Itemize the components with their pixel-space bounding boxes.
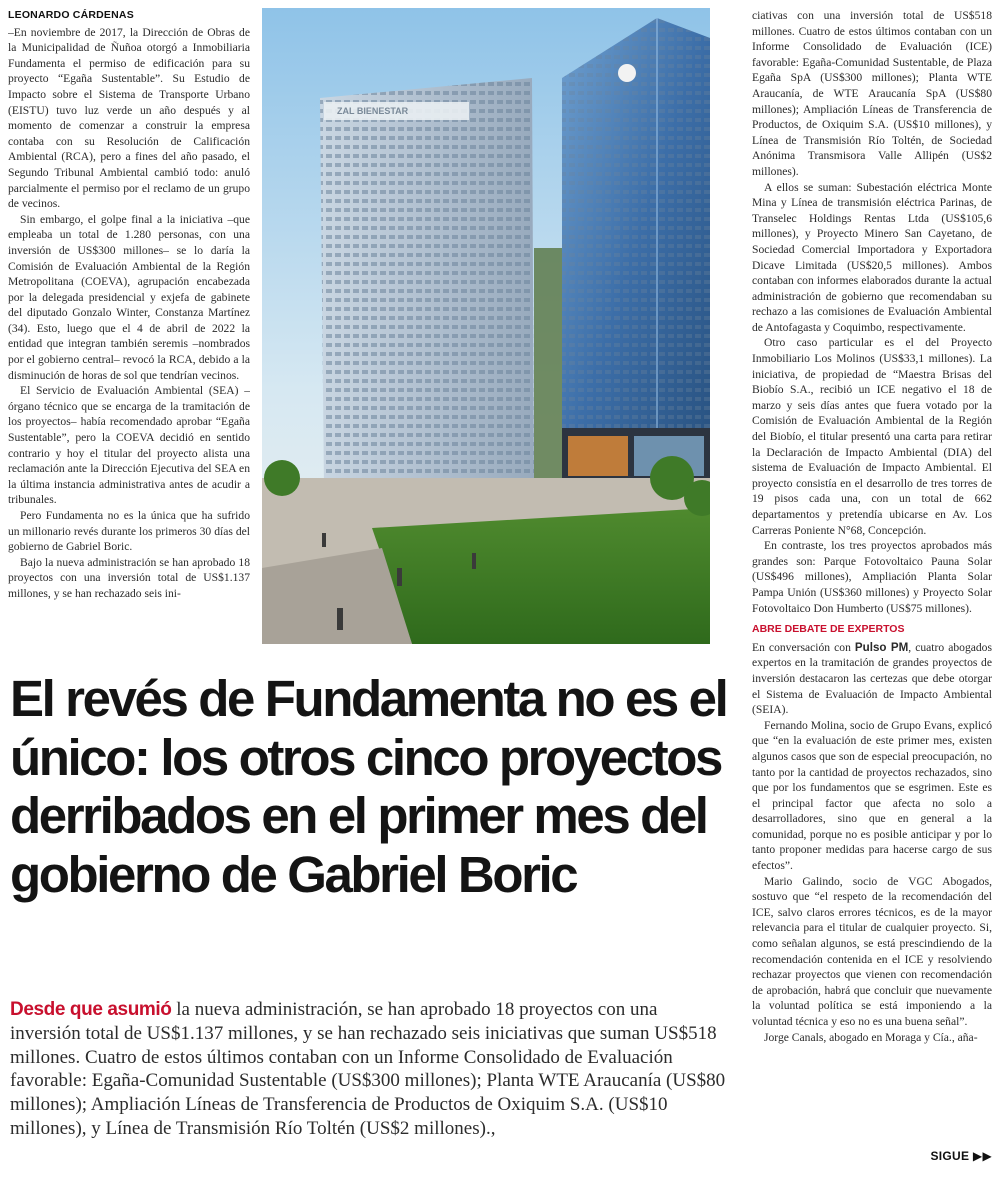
lead-text: la nueva administración, se han aprobado 18 proyectos con una inversión total de US$1.137 millones, y se han rechazado seis iniciativas que suman US$518 millones. Cuatro de estos últimos contaban con un Informe Consolidado de Evaluación favorable: Egaña-Comunidad Sustentable (US$300 millones); Planta WTE Araucanía (US$80 millones); Ampliación Líneas de Transferencia de Productos de Oxiquim S.A. (US$10 millones), y Línea de Transmisión Río Toltén (US$2 millones)., <box>10 999 726 1139</box>
paragraph: En contraste, los tres proyectos aprobados más grandes son: Parque Fotovoltaico Pauna Solar (US$496 millones), Ampliación Planta Solar Pampa Unión (US$360 millones) y Proyecto Solar Fotovoltaico Don Humberto (US$75 millones). <box>752 539 992 615</box>
section-label: ABRE DEBATE DE EXPERTOS <box>752 623 905 636</box>
paragraph: –En noviembre de 2017, la Dirección de Obras de la Municipalidad de Ñuñoa otorgó a Inmobiliaria Fundamenta el permiso de edificación para su proyecto “Egaña Sustentable”. Su Estudio de Impacto sobre el Sistema de Transporte Urbano (EISTU) tuvo luz verde un año después y al momento de comenzar a construir la empresa contaba con su Resolución de Calificación Ambiental (RCA), pero a fines del año pasado, el Segundo Tribunal Ambiental cambió todo: anuló parcialmente el permiso por el reclamo de un grupo de vecinos. <box>8 25 250 211</box>
paragraph: Bajo la nueva administración se han aprobado 18 proyectos con una inversión total de US$1.137 millones, y se han rechazado seis ini- <box>8 555 250 600</box>
paragraph: ciativas con una inversión total de US$518 millones. Cuatro de estos últimos contaban con un Informe Consolidado de Evaluación (ICE) favorable: Egaña-Comunidad Sustentable, de Plaza Egaña SpA (US$300 millones); Planta WTE Araucanía, de WTE Araucanía SpA (US$80 millones); Ampliación Líneas de Transferencia de Productos, de Oxiquim S.A. (US$10 millones), y Línea de Transmisión Río Toltén, de Sociedad Anónima Transmisora Valle Allipén (US$2 millones). <box>752 9 992 178</box>
paragraph: El Servicio de Evaluación Ambiental (SEA) –órgano técnico que se encarga de la tramitación de los proyectos– había recomendado aprobar “Egaña Sustentable”, pero la COEVA decidió en sentido contrario y hoy el titular del proyecto alista una reclamación ante la Dirección Ejecutiva del SEA en la última instancia administrativa antes de acudir a tribunales. <box>8 384 250 507</box>
headline-block <box>10 670 738 904</box>
photo-signage: ZAL BIENESTAR <box>337 106 409 116</box>
byline: LEONARDO CÁRDENAS <box>8 9 134 21</box>
headline: El revés de Fundamenta no es el único: los otros cinco proyectos derribados en el primer mes del gobierno de Gabriel Boric <box>10 670 727 903</box>
paragraph: Otro caso particular es el del Proyecto Inmobiliario Los Molinos (US$33,1 millones). La iniciativa, de propiedad de “Maestra Brisas del Biobío S.A., recibió un ICE negativo el 18 de marzo y seis días antes que fuera votado por la Comisión de Evaluación Ambiental de la Región del Biobío, el titular presentó una carta para retirar la Declaración de Impacto Ambiental (DIA) del sistema de Evaluación de Impacto Ambiental. El proyecto consistía en el desarrollo de tres torres de 19 pisos cada una, con un total de 662 departamentos y pretendía ubicarse en Av. Los Carreras Poniente N°68, Concepción. <box>752 336 992 537</box>
intro-post: , cuatro abogados expertos en la tramitación de grandes proyectos de inversión destacaron las certezas que debe otorgar el Sistema de Evaluación de Impacto Ambiental (SEIA). <box>752 640 992 717</box>
paragraph: Mario Galindo, socio de VGC Abogados, sostuvo que “el respeto de la recomendación del ICE, salvo claros errores técnicos, es de la mayor relevancia para el titular de cualquier proyecto. Si, como señalan algunos, se está prescindiendo de la recomendación contenida en el ICE y resolviendo rechazar proyectos que vienen con recomendación de aprobación, habrá que concluir que nuevamente la voluntad política se está imponiendo a la voluntad técnica y eso no es una buena señal”. <box>752 874 992 1028</box>
intro-bold: Pulso PM <box>854 640 909 654</box>
paragraph: Jorge Canals, abogado en Moraga y Cía., aña- <box>764 1030 978 1044</box>
lead-kicker: Desde que asumió <box>10 999 172 1020</box>
paragraph: A ellos se suman: Subestación eléctrica Monte Mina y Línea de transmisión eléctrica Parinas, de Transelec Holdings Rentas Ltda (US$105,6 millones), y Proyecto Minero San Cayetano, de Sociedad Comercial Importadora y Exportadora Dicave Limitada (US$20,5 millones). Ambos contaban con informes elaborados durante la actual administración de gobierno que recomendaban su rechazo a las comisiones de Evaluación Ambiental de Antofagasta y Coquimbo, respectivamente. <box>752 180 992 334</box>
intro-pre: En conversación con <box>752 640 855 654</box>
article-column-1 <box>8 8 250 648</box>
paragraph: Pero Fundamenta no es la única que ha sufrido un millonario revés durante los primeros 30 días del gobierno de Gabriel Boric. <box>8 509 250 554</box>
paragraph <box>752 640 992 718</box>
paragraph: Sin embargo, el golpe final a la iniciativa –que empleaba un total de 1.280 personas, con una inversión de US$300 millones– se lo daría la Comisión de Evaluación Ambiental de la Región Metropolitana (COEVA), agrupación encabezada por la delegada presidencial y exjefa de gabinete del diputado Gonzalo Winter, Constanza Martínez (34). Esto, luego que el 4 de abril de 2022 la entidad que integran también seremis –nombrados por el gobierno central– revocó la RCA, debido a la disminución de horas de sol que tendrían vecinos. <box>8 212 250 382</box>
article-photo <box>262 8 710 644</box>
lead-paragraph <box>10 998 732 1141</box>
continue-marker: SIGUE ▶▶ <box>930 1149 992 1163</box>
article-column-3 <box>752 8 992 1098</box>
paragraph: Fernando Molina, socio de Grupo Evans, explicó que “en la evaluación de este primer mes, existen algunos casos que son de especial preocupación, no tanto por la cantidad de proyectos rechazados, sino que por los fundamentos que se esgrimen. Este es el principal factor que afecta no solo a desarrolladores, sino que en general a la comunidad, porque no es posible anticipar y por lo tanto proponer medidas para hacerse cargo de sus efectos”. <box>752 718 992 873</box>
